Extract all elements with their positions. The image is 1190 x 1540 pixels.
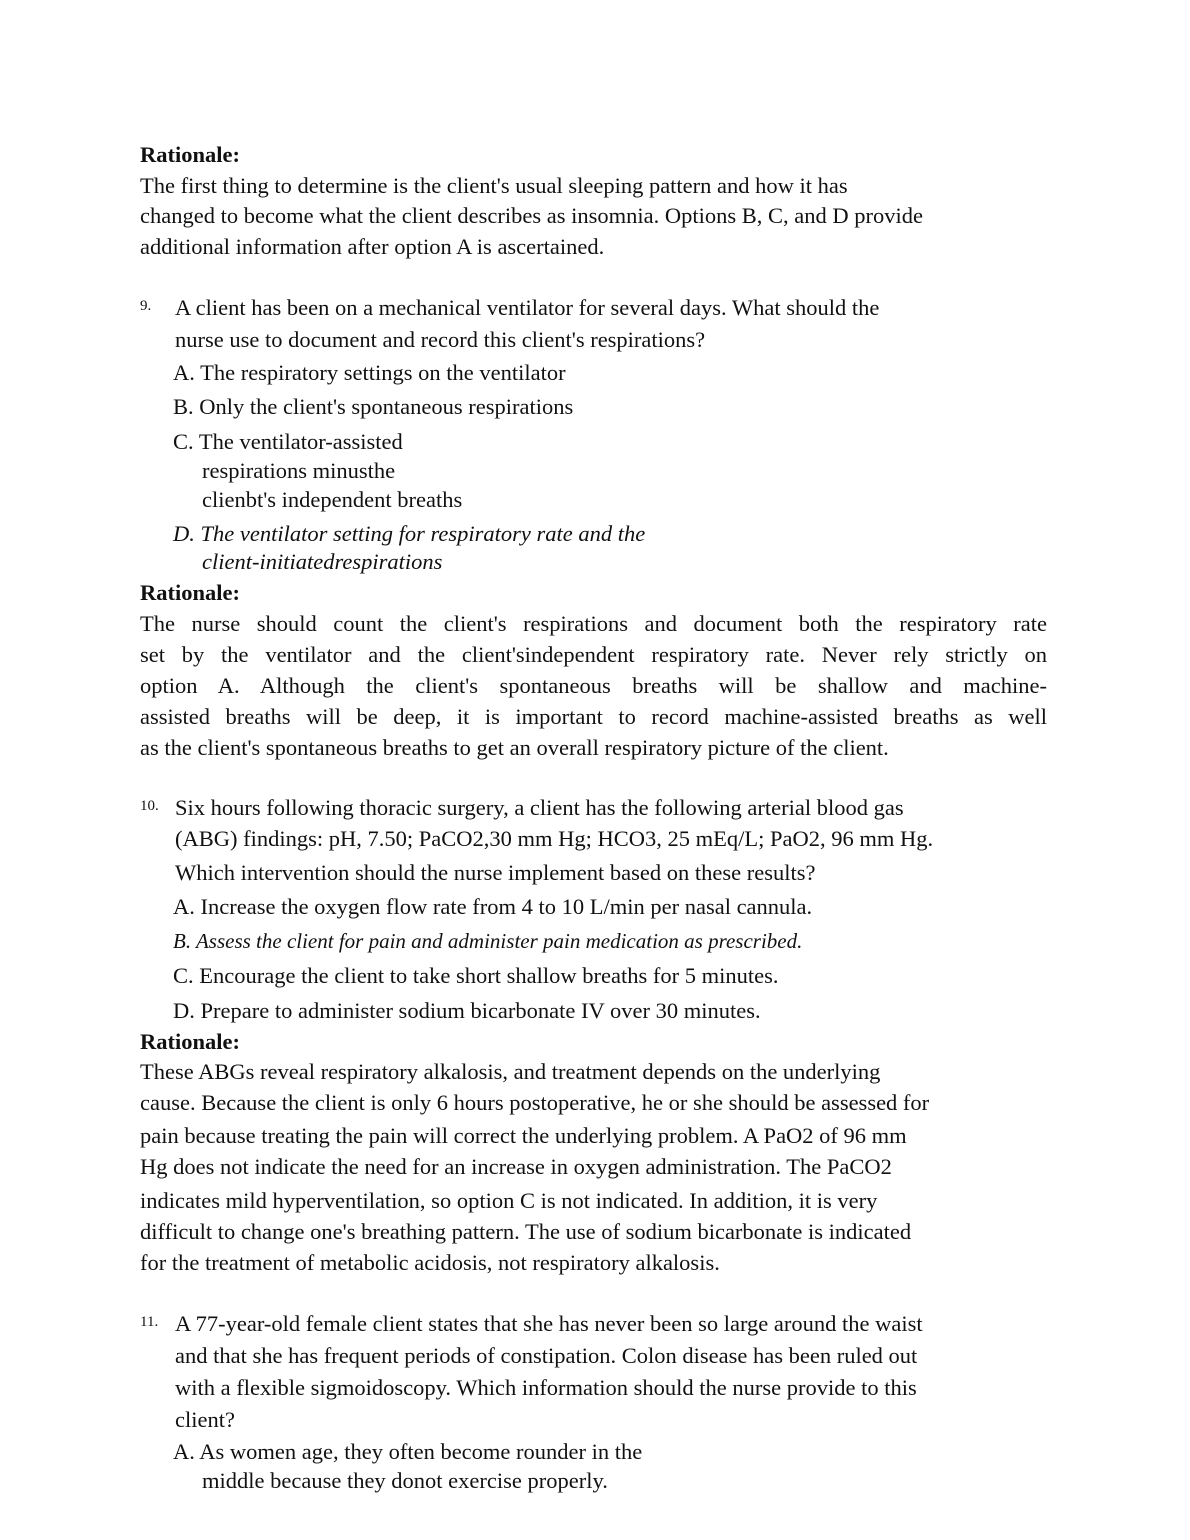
option-text: Assess the client for pain and administer pain medication as prescribed.: [195, 929, 803, 953]
option-letter: B.: [173, 929, 192, 953]
option-d-line: client-initiatedrespirations: [202, 549, 443, 574]
rationale-line: The first thing to determine is the client's usual sleeping pattern and how it has: [140, 173, 848, 198]
rationale-line: These ABGs reveal respiratory alkalosis, and treatment depends on the underlying: [140, 1059, 881, 1084]
option-a: [173, 357, 566, 388]
rationale-line: as the client's spontaneous breaths to get an overall respiratory picture of the client.: [140, 735, 889, 760]
option-a-line: middle because they donot exercise properly.: [202, 1468, 608, 1493]
option-letter: C.: [173, 963, 194, 988]
option-text: The ventilator setting for respiratory rate and the: [200, 521, 646, 546]
question-stem-line: A client has been on a mechanical ventilator for several days. What should the: [175, 295, 880, 320]
option-letter: B.: [173, 394, 194, 419]
option-letter: A.: [173, 894, 195, 919]
option-c-line: clienbt's independent breaths: [202, 487, 463, 512]
option-text: The respiratory settings on the ventilator: [200, 360, 566, 385]
rationale-line: option A. Although the client's spontaneous breaths will be shallow and machine-: [140, 673, 1047, 698]
question-stem-line: with a flexible sigmoidoscopy. Which information should the nurse provide to this: [175, 1375, 917, 1400]
option-letter: A.: [173, 1439, 195, 1464]
option-text: Only the client's spontaneous respirations: [199, 394, 574, 419]
option-a: [173, 1436, 642, 1467]
option-letter: C.: [173, 429, 194, 454]
question-number: 11.: [140, 1314, 159, 1330]
question-number: 10.: [140, 798, 159, 814]
rationale-line: set by the ventilator and the client'sindependent respiratory rate. Never rely strictly on: [140, 642, 1047, 667]
question-stem-line: client?: [175, 1407, 235, 1432]
rationale-line: changed to become what the client describes as insomnia. Options B, C, and D provide: [140, 203, 923, 228]
option-c: [173, 960, 778, 991]
rationale-line: difficult to change one's breathing pattern. The use of sodium bicarbonate is indicated: [140, 1219, 912, 1244]
option-c: [173, 426, 403, 457]
option-b: [173, 391, 573, 422]
rationale-heading: Rationale:: [140, 580, 240, 605]
question-stem-line: nurse use to document and record this client's respirations?: [175, 327, 706, 352]
option-text: Prepare to administer sodium bicarbonate IV over 30 minutes.: [200, 998, 761, 1023]
rationale-line: Hg does not indicate the need for an increase in oxygen administration. The PaCO2: [140, 1154, 892, 1179]
option-a: [173, 891, 812, 922]
rationale-line: cause. Because the client is only 6 hours postoperative, he or she should be assessed for: [140, 1090, 930, 1115]
rationale-line: pain because treating the pain will correct the underlying problem. A PaO2 of 96 mm: [140, 1123, 907, 1148]
option-letter: A.: [173, 360, 195, 385]
option-letter: D.: [173, 998, 195, 1023]
option-text: As women age, they often become rounder in the: [199, 1439, 643, 1464]
question-stem-line: A 77-year-old female client states that she has never been so large around the waist: [175, 1311, 923, 1336]
option-letter: D.: [173, 521, 195, 546]
rationale-line: The nurse should count the client's respirations and document both the respiratory rate: [140, 611, 1047, 636]
question-stem-line: Which intervention should the nurse implement based on these results?: [175, 860, 816, 885]
rationale-line: for the treatment of metabolic acidosis, not respiratory alkalosis.: [140, 1250, 720, 1275]
question-stem-line: (ABG) findings: pH, 7.50; PaCO2,30 mm Hg; HCO3, 25 mEq/L; PaO2, 96 mm Hg.: [175, 826, 934, 851]
rationale-heading: Rationale:: [140, 142, 240, 167]
question-number: 9.: [140, 298, 152, 314]
rationale-line: assisted breaths will be deep, it is important to record machine-assisted breaths as well: [140, 704, 1047, 729]
option-c-line: respirations minusthe: [202, 458, 396, 483]
option-d: [173, 995, 761, 1026]
rationale-line: additional information after option A is ascertained.: [140, 234, 605, 259]
question-stem-line: and that she has frequent periods of constipation. Colon disease has been ruled out: [175, 1343, 918, 1368]
option-text: Increase the oxygen flow rate from 4 to 10 L/min per nasal cannula.: [200, 894, 813, 919]
option-text: Encourage the client to take short shallow breaths for 5 minutes.: [199, 963, 779, 988]
rationale-heading: Rationale:: [140, 1029, 240, 1054]
option-b: [173, 926, 802, 957]
question-stem-line: Six hours following thoracic surgery, a client has the following arterial blood gas: [175, 795, 904, 820]
rationale-line: indicates mild hyperventilation, so option C is not indicated. In addition, it is very: [140, 1188, 878, 1213]
option-d: [173, 518, 645, 549]
option-text: The ventilator-assisted: [198, 429, 403, 454]
